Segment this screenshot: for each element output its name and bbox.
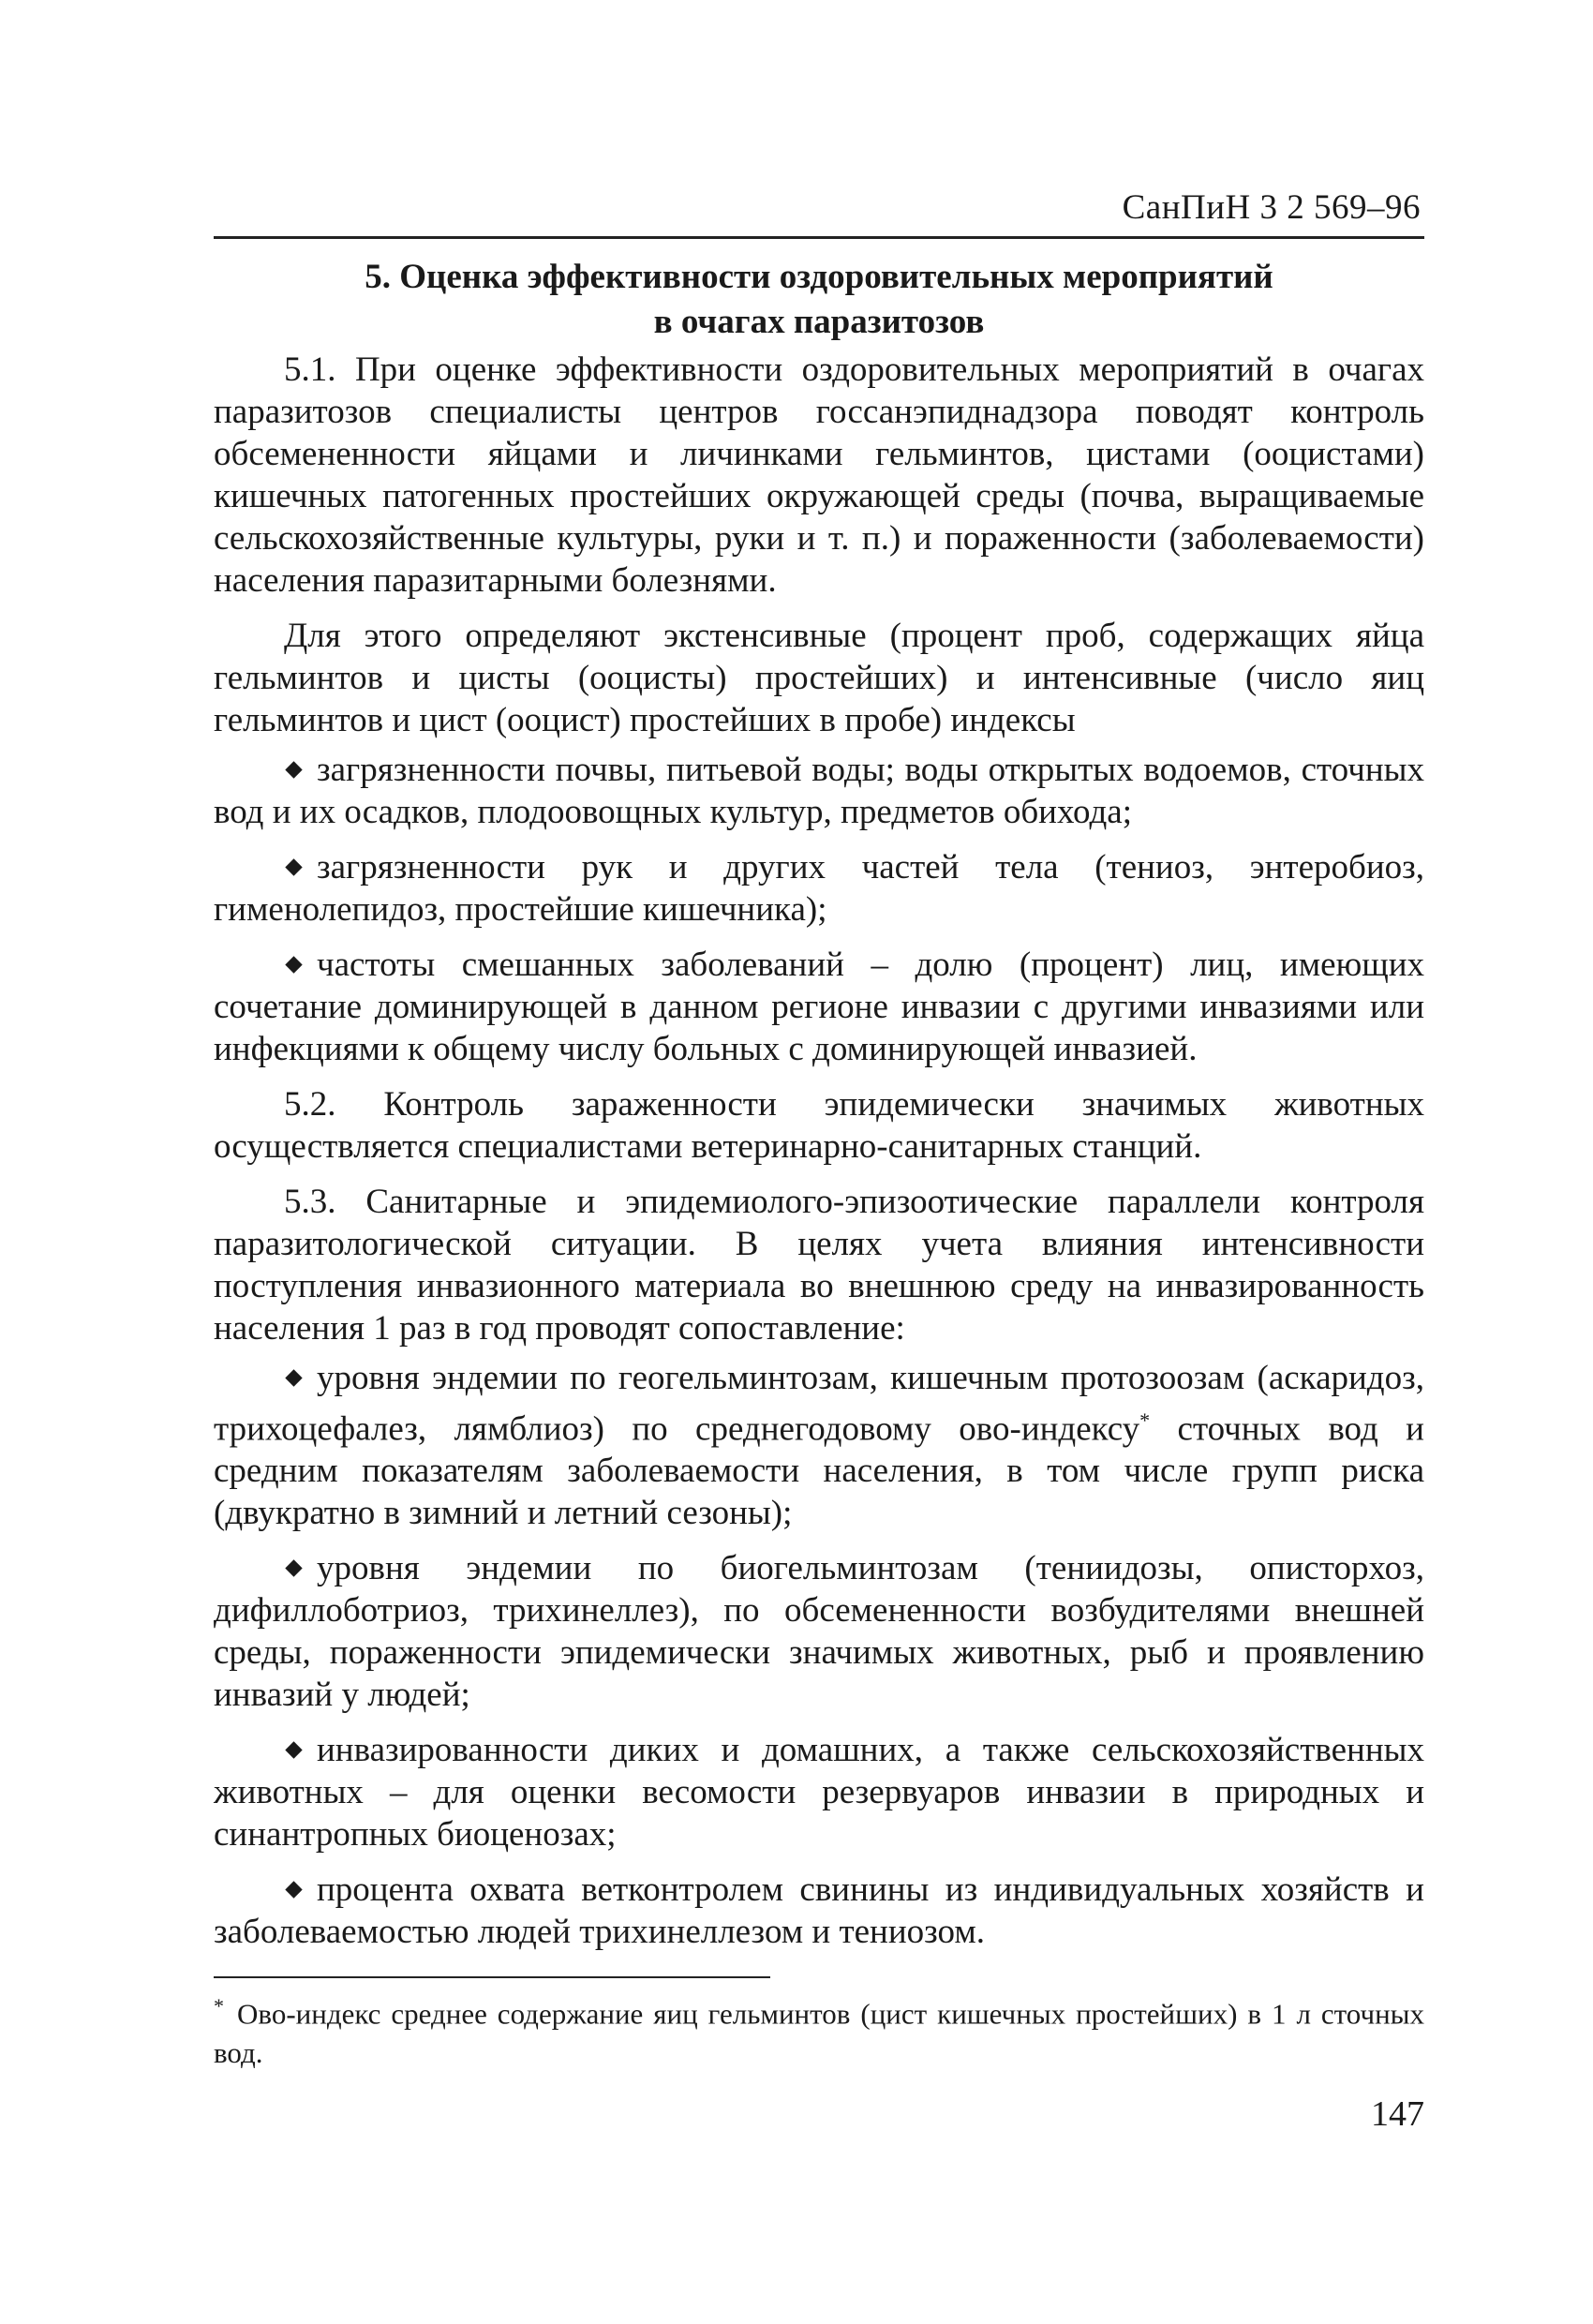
footnote-text: Ово-индекс среднее содержание яиц гельминтов (цист кишечных простейших) в 1 л сточных вод. [214,1997,1424,2070]
paragraph-indices: Для этого определяют экстенсивные (процент проб, содержащих яйца гельминтов и цисты (ооцисты) простейших) и интенсивные (число яиц гельминтов и цист (ооцист) простейших в пробе) индексы [214,617,1424,739]
bullet-item [214,1357,1424,1534]
diamond-bullet-icon [285,1560,302,1577]
bullet-item [214,1869,1424,1953]
bullet-text: уровня эндемии по геогельминтозам, кишечным протозоозам (аскаридоз, трихоцефалез, лямблиоз) по среднегодовому ово-индексу [214,1359,1424,1449]
bullet-text: инвазированности диких и домашних, а также сельскохозяйственных животных – для оценки весомости резервуаров инвазии в природных и синантропных биоценозах; [214,1731,1424,1855]
diamond-bullet-icon [285,956,302,973]
bullet-text: частоты смешанных заболеваний – долю (процент) лиц, имеющих сочетание доминирующей в данном регионе инвазии с другими инвазиями или инфекциями к общему числу больных с доминирующей инвазией. [214,946,1424,1068]
running-header [214,187,1424,239]
bullet-item [214,749,1424,833]
paragraph-5-3: 5.3. Санитарные и эпидемиолого-эпизоотические параллели контроля паразитологической ситуации. В целях учета влияния интенсивности поступления инвазионного материала во внешнюю среду на инвазированность населения 1 раз в год проводят сопоставление: [214,1183,1424,1348]
bullet-item [214,846,1424,931]
section-heading-line1: 5. Оценка эффективности оздоровительных мероприятий [365,258,1273,296]
bullet-text: процента охвата ветконтролем свинины из индивидуальных хозяйств и заболеваемостью людей трихинеллезом и тениозом. [214,1870,1424,1952]
diamond-bullet-icon [285,1369,302,1386]
bullet-text: загрязненности рук и других частей тела (тениоз, энтеробиоз, гименолепидоз, простейшие кишечника); [214,848,1424,929]
section-heading [214,255,1424,345]
bullet-item [214,1729,1424,1855]
paragraph-5-2: 5.2. Контроль зараженности эпидемически значимых животных осуществляется специалистами ветеринарно-санитарных станций. [214,1085,1424,1166]
footnote-mark: * [214,1994,224,2018]
bullet-item [214,1547,1424,1716]
footnote-reference: * [1139,1408,1151,1432]
diamond-bullet-icon [285,858,302,875]
bullet-item [214,944,1424,1070]
paragraph-5-1: 5.1. При оценке эффективности оздоровительных мероприятий в очагах паразитозов специалисты центров госсанэпиднадзора поводят контроль обсемененности яйцами и личинками гельминтов, цистами (ооцистами) кишечных патогенных простейших окружающей среды (почва, выращиваемые сельскохозяйственные культуры, руки и т. п.) и пораженности (заболеваемости) населения паразитарными болезнями. [214,350,1424,600]
bullet-text: загрязненности почвы, питьевой воды; воды открытых водоемов, сточных вод и их осадков, плодоовощных культур, предметов обихода; [214,751,1424,831]
diamond-bullet-icon [285,761,302,778]
footnote-divider [214,1976,770,1978]
bullet-text-cont: сточных вод и средним показателям заболеваемости населения, в том числе групп риска (двукратно в зимний и летний сезоны); [214,1409,1424,1533]
page-number: 147 [1371,2094,1424,2134]
diamond-bullet-icon [285,1882,302,1899]
diamond-bullet-icon [285,1742,302,1759]
document-code: СанПиН 3 2 569–96 [1122,188,1421,227]
body-text [214,349,1424,1966]
bullet-text: уровня эндемии по биогельминтозам (тениидозы, описторхоз, дифиллоботриоз, трихинеллез), по обсемененности возбудителями внешней среды, пораженности эпидемически значимых животных, рыб и проявлению инвазий у людей; [214,1549,1424,1715]
section-heading-line2: в очагах паразитозов [653,303,985,341]
footnote [214,1987,1424,2073]
